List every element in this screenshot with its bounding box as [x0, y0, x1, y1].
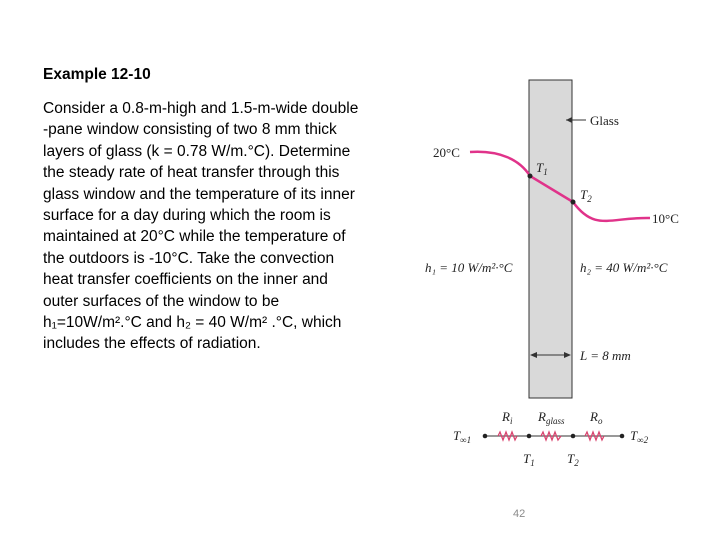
node-t-inf1 [483, 434, 488, 439]
slide-title: Example 12-10 [43, 66, 151, 83]
r-glass-label: $R_{glass}$ [538, 409, 565, 426]
problem-line: the steady rate of heat transfer through this [43, 164, 340, 182]
t-inf1-label: $T_{\infty 1}$ [453, 428, 472, 445]
node-t1 [527, 434, 532, 439]
node-t2 [571, 434, 576, 439]
r-outer-label: $R_o$ [590, 409, 603, 426]
problem-line: h₁=10W/m².°C and h₂ = 40 W/m² .°C, which [43, 314, 342, 332]
t2-label: $T_2$ [580, 187, 592, 204]
problem-line: includes the effects of radiation. [43, 335, 261, 353]
glass-pane [529, 80, 572, 398]
node-t2-label: $T_2$ [567, 451, 579, 468]
thickness-label: L = 8 mm [580, 348, 631, 363]
problem-line: heat transfer coefficients on the inner and [43, 271, 328, 289]
node-t1-label: $T_1$ [523, 451, 535, 468]
problem-line: maintained at 20°C while the temperature of [43, 228, 346, 246]
outside-temperature-label: 10°C [652, 211, 679, 226]
glass-label: Glass [590, 113, 619, 128]
t1-label: $T_1$ [536, 160, 548, 177]
problem-line: the outdoors is -10°C. Take the convection [43, 249, 335, 267]
t1-point [528, 174, 533, 179]
problem-line: surface for a day during which the room is [43, 207, 331, 225]
node-t-inf2 [620, 434, 625, 439]
problem-line: layers of glass (k = 0.78 W/m.°C). Determine [43, 142, 351, 160]
h1-label: h₁ = 10 W/m²·°C [425, 260, 513, 275]
resistor-inner [498, 432, 517, 440]
problem-line: outer surfaces of the window to be [43, 292, 280, 310]
h2-label: h₂ = 40 W/m²·°C [580, 260, 668, 275]
problem-line: glass window and the temperature of its inner [43, 185, 355, 203]
resistor-outer [585, 432, 604, 440]
r-inner-label: $R_i$ [502, 409, 513, 426]
page-number: 42 [513, 508, 526, 520]
problem-line: Consider a 0.8-m-high and 1.5-m-wide double [43, 100, 359, 117]
t-inf2-label: $T_{\infty 2}$ [630, 428, 649, 445]
t2-point [571, 200, 576, 205]
inside-temperature-label: 20°C [433, 145, 460, 160]
problem-line: -pane window consisting of two 8 mm thick [43, 121, 337, 139]
